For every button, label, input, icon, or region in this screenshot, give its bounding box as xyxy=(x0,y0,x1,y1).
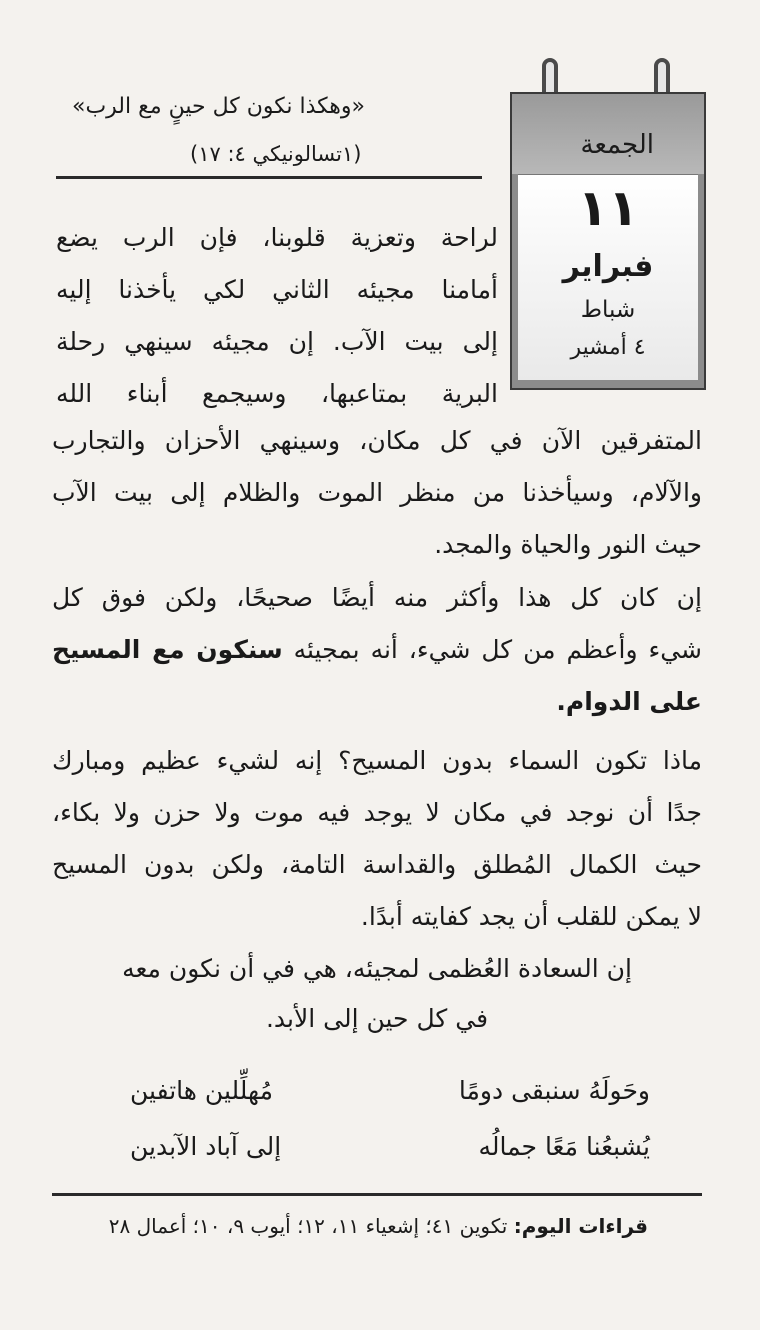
text-line: حيث الكمال المُطلق والقداسة التامة، ولكن بدون المسيح xyxy=(52,850,702,879)
calendar-sheet xyxy=(518,174,698,380)
centered-line: في كل حين إلى الأبد. xyxy=(265,1004,489,1033)
text-line: إلى بيت الآب. إن مجيئه سينهي رحلة xyxy=(56,327,498,356)
readings-text: تكوين ٤١؛ إشعياء ١١، ١٢؛ أيوب ٩، ١٠؛ أعمال ٢٨ xyxy=(108,1214,508,1238)
calendar-day-number: ١١ xyxy=(577,179,639,237)
calendar-header-band xyxy=(512,94,704,174)
paragraph-2 xyxy=(52,572,702,728)
calendar-weekday: الجمعة xyxy=(580,130,654,160)
calendar-coptic-date: ٤ أمشير xyxy=(570,335,646,360)
calendar-month-syriac: شباط xyxy=(580,297,636,323)
poem-hemistich: إلى آباد الآبدين xyxy=(130,1132,282,1161)
text-run: شيء وأعظم من كل شيء، أنه بمجيئه xyxy=(293,635,703,664)
calendar-month: فبراير xyxy=(562,249,654,284)
emphasis-text: على الدوام. xyxy=(556,687,702,716)
paragraph-3 xyxy=(52,735,702,943)
text-line: أمامنا مجيئه الثاني لكي يأخذنا إليه xyxy=(56,275,498,304)
paragraph-1-continued xyxy=(52,415,702,571)
centered-line: إن السعادة العُظمى لمجيئه، هي في أن نكون معه xyxy=(122,954,632,983)
emphasis-text: سنكون مع المسيح xyxy=(52,635,283,664)
poem-hemistich: يُشبعُنا مَعًا جمالُه xyxy=(478,1132,650,1161)
poem-row xyxy=(130,1076,650,1105)
verse-text: «وهكذا نكون كل حينٍ مع الرب» xyxy=(72,94,365,119)
poem-row xyxy=(130,1132,650,1161)
text-line: والآلام، وسيأخذنا من منظر الموت والظلام إلى بيت الآب xyxy=(52,478,702,507)
footer-divider xyxy=(52,1193,702,1196)
text-line: جدًا أن نوجد في مكان لا يوجد فيه موت ولا حزن ولا بكاء، xyxy=(52,798,702,827)
text-line: لراحة وتعزية قلوبنا، فإن الرب يضع xyxy=(56,223,498,252)
poem-hemistich: وحَولَهُ سنبقى دومًا xyxy=(458,1076,650,1105)
paragraph-1 xyxy=(56,212,498,420)
text-line xyxy=(52,624,702,676)
text-line: إن كان كل هذا وأكثر منه أيضًا صحيحًا، ولكن فوق كل xyxy=(52,583,702,612)
daily-readings xyxy=(109,1214,648,1238)
header-divider xyxy=(56,176,482,179)
calendar-date-block xyxy=(510,92,706,390)
readings-label: قراءات اليوم: xyxy=(513,1214,648,1238)
poem-hemistich: مُهلِّلين هاتفين xyxy=(130,1076,273,1105)
verse-reference: (١تسالونيكي ٤: ١٧) xyxy=(190,142,362,166)
text-line: ماذا تكون السماء بدون المسيح؟ إنه لشيء عظيم ومبارك xyxy=(52,746,702,775)
text-line: المتفرقين الآن في كل مكان، وسينهي الأحزان والتجارب xyxy=(52,426,702,455)
text-line: البرية بمتاعبها، وسيجمع أبناء الله xyxy=(56,379,498,408)
text-line: حيث النور والحياة والمجد. xyxy=(434,530,702,559)
text-line: لا يمكن للقلب أن يجد كفايته أبدًا. xyxy=(360,902,702,931)
